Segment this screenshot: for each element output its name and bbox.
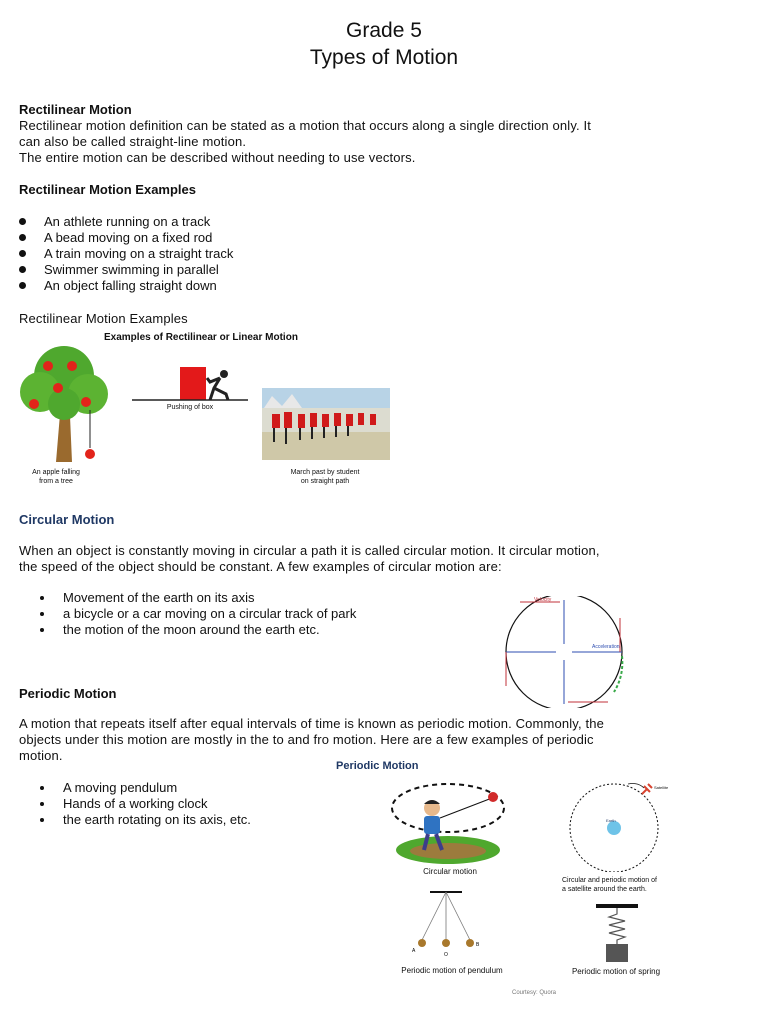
student bbox=[334, 413, 341, 426]
list-item: A train moving on a straight track bbox=[19, 246, 233, 262]
photo-ground bbox=[262, 432, 390, 460]
person-head bbox=[220, 370, 228, 378]
periodic-def-line: objects under this motion are mostly in the to and fro motion. Here are a few examples of periodic bbox=[19, 732, 594, 747]
apple-caption-line: from a tree bbox=[39, 478, 73, 485]
student-leg bbox=[347, 426, 349, 436]
rectilinear-def-line: The entire motion can be described without needing to use vectors. bbox=[19, 150, 416, 165]
boy-hair bbox=[424, 800, 440, 804]
circular-examples-list bbox=[19, 590, 356, 638]
spring-support bbox=[596, 904, 638, 908]
periodic-def-line: motion. bbox=[19, 748, 63, 763]
box-caption: Pushing of box bbox=[166, 404, 214, 411]
satellite-caption-line: a satellite around the earth. bbox=[562, 886, 647, 893]
pendulum-string bbox=[422, 892, 446, 940]
page-title: Types of Motion bbox=[309, 46, 459, 69]
apple bbox=[53, 383, 63, 393]
student bbox=[310, 413, 317, 427]
circular-motion-caption: Circular motion bbox=[423, 867, 477, 876]
apple-caption-line: An apple falling bbox=[32, 469, 80, 476]
string bbox=[440, 798, 492, 818]
satellite-caption bbox=[562, 876, 674, 894]
circular-def-line: the speed of the object should be constant. A few examples of circular motion are: bbox=[19, 559, 502, 574]
circular-def-line: When an object is constantly moving in circular a path it is called circular motion. It circular motion, bbox=[19, 543, 600, 558]
box bbox=[180, 367, 206, 400]
rectilinear-def-line: can also be called straight-line motion. bbox=[19, 134, 247, 149]
spring-coil bbox=[609, 908, 625, 944]
falling-apple bbox=[85, 449, 95, 459]
periodic-examples-list bbox=[19, 780, 251, 828]
list-item: Movement of the earth on its axis bbox=[19, 590, 356, 606]
student-leg bbox=[335, 426, 337, 437]
pushing-box-illustration bbox=[130, 364, 250, 404]
student bbox=[370, 414, 376, 425]
apple-caption bbox=[16, 468, 96, 486]
list-item: An athlete running on a track bbox=[19, 214, 233, 230]
pendulum-bob bbox=[442, 939, 450, 947]
periodic-definition bbox=[19, 716, 764, 764]
pendulum-caption: Periodic motion of pendulum bbox=[401, 966, 503, 975]
satellite-label: Satellite bbox=[654, 785, 669, 790]
student bbox=[284, 412, 292, 428]
pendulum-bob bbox=[418, 939, 426, 947]
student-leg bbox=[285, 428, 287, 444]
march-past-photo bbox=[262, 388, 390, 460]
tree-canopy bbox=[48, 388, 80, 420]
rectilinear-definition bbox=[19, 118, 759, 166]
apple bbox=[67, 361, 77, 371]
periodic-def-line: A motion that repeats itself after equal intervals of time is known as periodic motion. Commonly, the bbox=[19, 716, 605, 731]
spring-illustration bbox=[592, 902, 642, 966]
rectilinear-examples-heading: Rectilinear Motion Examples bbox=[19, 182, 196, 197]
courtesy-note: Courtesy: Quora bbox=[512, 990, 557, 996]
pendulum-label-b: B bbox=[476, 942, 480, 948]
list-item: the motion of the moon around the earth etc. bbox=[19, 622, 356, 638]
rectilinear-heading: Rectilinear Motion bbox=[19, 102, 132, 117]
list-item: Swimmer swimming in parallel bbox=[19, 262, 233, 278]
list-item: a bicycle or a car moving on a circular track of park bbox=[19, 606, 356, 622]
satellite bbox=[642, 784, 652, 794]
boy-body bbox=[424, 816, 440, 834]
circular-motion-illustration bbox=[388, 778, 510, 866]
velocity-label: Velocity bbox=[534, 597, 552, 603]
march-caption-line: on straight path bbox=[300, 478, 350, 485]
apple bbox=[81, 397, 91, 407]
student bbox=[272, 414, 280, 428]
person-body bbox=[207, 378, 228, 400]
pendulum-illustration bbox=[402, 890, 490, 958]
acceleration-label: Acceleration bbox=[592, 644, 620, 650]
satellite-caption-line: Circular and periodic motion of bbox=[562, 877, 657, 884]
circular-path bbox=[392, 784, 504, 832]
apple-tree-illustration bbox=[12, 344, 112, 464]
orbit-arrow bbox=[628, 784, 644, 789]
circular-motion-diagram bbox=[500, 596, 640, 708]
spring-caption: Periodic motion of spring bbox=[571, 967, 661, 976]
list-item: A bead moving on a fixed rod bbox=[19, 230, 233, 246]
student bbox=[346, 414, 353, 426]
list-item: A moving pendulum bbox=[19, 780, 251, 796]
list-item: Hands of a working clock bbox=[19, 796, 251, 812]
apple bbox=[43, 361, 53, 371]
rectilinear-examples-label: Rectilinear Motion Examples bbox=[19, 311, 188, 326]
page-grade: Grade 5 bbox=[346, 19, 422, 42]
circular-heading: Circular Motion bbox=[19, 512, 115, 527]
student-leg bbox=[323, 427, 325, 438]
periodic-figure-title: Periodic Motion bbox=[336, 760, 419, 772]
pendulum-bob bbox=[466, 939, 474, 947]
dirt-patch bbox=[410, 843, 486, 859]
list-item: An object falling straight down bbox=[19, 278, 233, 294]
student bbox=[358, 413, 364, 425]
march-caption-line: March past by student bbox=[290, 469, 360, 476]
earth-label: Earth bbox=[606, 818, 616, 823]
rectilinear-figure-title: Examples of Rectilinear or Linear Motion bbox=[104, 332, 298, 343]
pendulum-label-o: O bbox=[444, 952, 448, 958]
spring-mass bbox=[606, 944, 628, 962]
rectilinear-def-line: Rectilinear motion definition can be stated as a motion that occurs along a single direction only. It bbox=[19, 118, 592, 133]
periodic-heading: Periodic Motion bbox=[19, 686, 117, 701]
ball bbox=[488, 792, 498, 802]
student-leg bbox=[299, 428, 301, 440]
rectilinear-examples-list bbox=[19, 214, 233, 294]
photo-sky bbox=[262, 388, 390, 408]
circular-definition bbox=[19, 543, 759, 575]
student-leg bbox=[273, 428, 275, 442]
apple bbox=[29, 399, 39, 409]
student-leg bbox=[311, 427, 313, 439]
student bbox=[322, 414, 329, 427]
pendulum-label-a: A bbox=[412, 948, 416, 954]
student bbox=[298, 414, 305, 428]
earth bbox=[607, 821, 621, 835]
list-item: the earth rotating on its axis, etc. bbox=[19, 812, 251, 828]
march-caption bbox=[270, 468, 380, 486]
pendulum-string bbox=[446, 892, 470, 940]
satellite-orbit-illustration bbox=[558, 780, 678, 872]
